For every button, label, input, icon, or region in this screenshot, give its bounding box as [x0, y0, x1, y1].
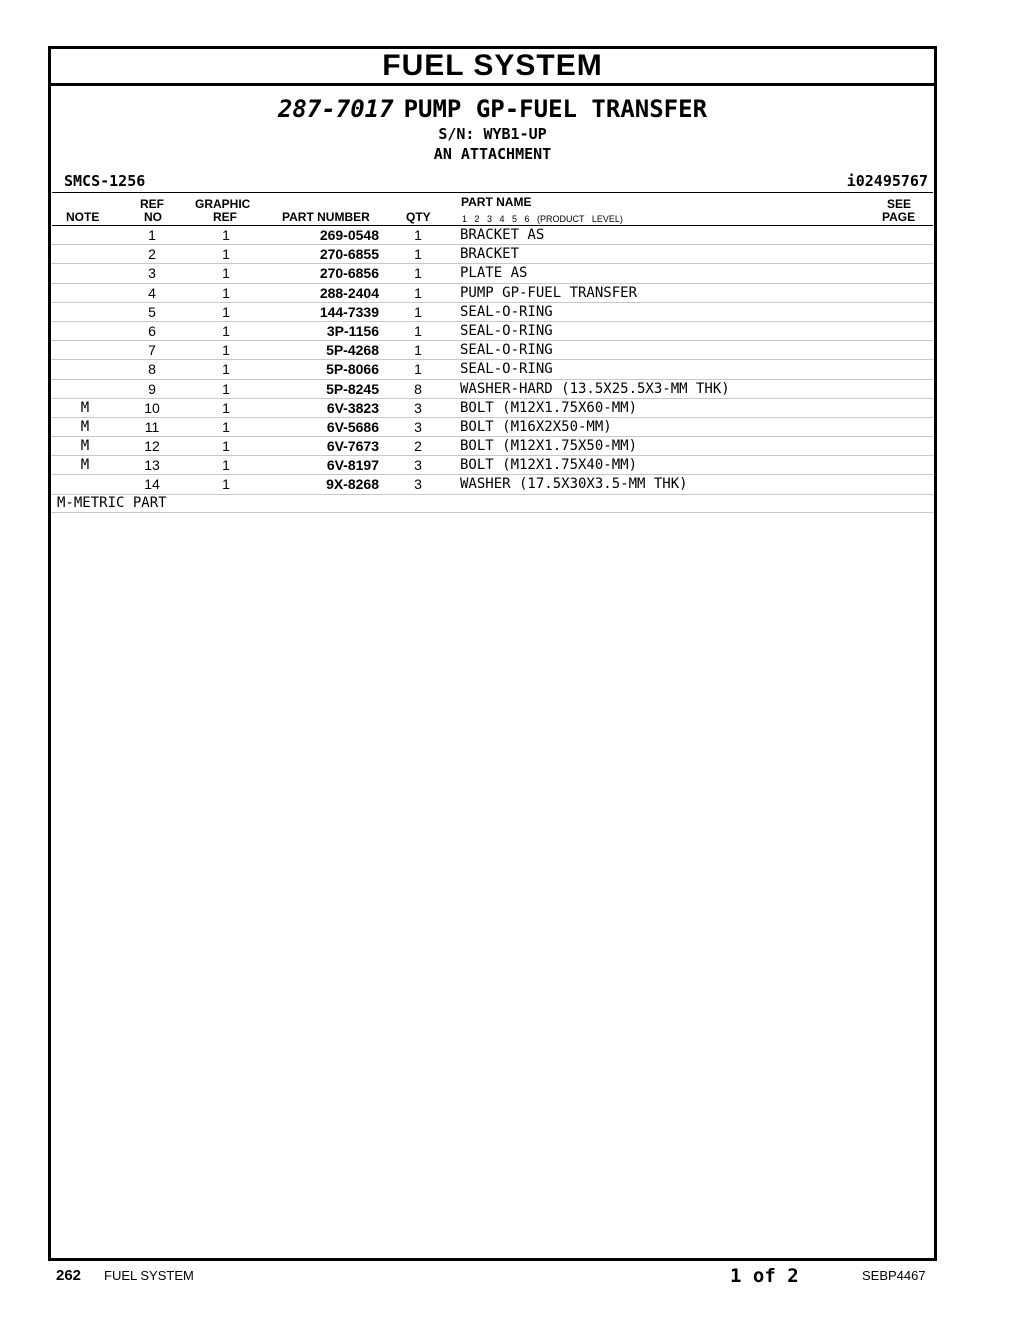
row-part-number: 270-6855 [319, 246, 379, 263]
row-part-name: BOLT (M12X1.75X60-MM) [460, 399, 638, 416]
header-ref-top: REF [140, 197, 164, 211]
parts-table-body [51, 226, 934, 495]
row-qty: 1 [414, 227, 422, 243]
row-graphic-ref: 1 [222, 246, 230, 263]
header-graphic-bottom: REF [213, 210, 237, 224]
header-see-bottom: PAGE [882, 210, 916, 224]
footer-page-number: 262 [56, 1267, 82, 1284]
row-note: M [80, 418, 90, 435]
row-part-name: PLATE AS [460, 265, 528, 282]
row-part-name: SEAL-O-RING [460, 342, 553, 359]
footer-section: FUEL SYSTEM [104, 1268, 194, 1283]
row-ref-number: 2 [148, 246, 156, 263]
table-row [51, 341, 934, 360]
table-header [52, 192, 933, 226]
row-ref-number: 9 [148, 380, 156, 397]
row-part-number: 144-7339 [319, 303, 379, 320]
row-ref-number: 11 [144, 418, 160, 435]
info-id: i02495767 [846, 172, 928, 190]
row-part-number: 6V-8197 [326, 457, 379, 474]
row-note: M [80, 438, 90, 455]
row-graphic-ref: 1 [222, 399, 230, 416]
row-graphic-ref: 1 [222, 284, 230, 301]
row-part-number: 6V-7673 [326, 438, 379, 455]
row-qty: 2 [414, 438, 422, 455]
row-qty: 3 [414, 399, 422, 416]
row-note: M [80, 399, 90, 416]
table-row [51, 437, 934, 456]
page-footer [0, 1264, 1020, 1288]
header-see-top: SEE [887, 197, 912, 211]
row-ref-number: 4 [148, 284, 156, 301]
group-name: PUMP GP-FUEL TRANSFER [403, 95, 708, 123]
table-row [51, 380, 934, 399]
table-row [51, 360, 934, 379]
row-part-number: 9X-8268 [326, 476, 379, 493]
table-row [51, 245, 934, 264]
row-graphic-ref: 1 [222, 265, 230, 282]
row-part-number: 3P-1156 [326, 322, 379, 339]
row-ref-number: 10 [144, 399, 160, 416]
row-qty: 3 [414, 418, 422, 435]
row-note: M [80, 457, 90, 474]
table-row [51, 226, 934, 245]
row-qty: 8 [414, 380, 422, 397]
header-graphic-top: GRAPHIC [195, 197, 251, 211]
row-ref-number: 3 [148, 265, 156, 282]
row-part-number: 5P-4268 [326, 342, 379, 359]
header-ref-bottom: NO [144, 210, 162, 224]
row-graphic-ref: 1 [222, 476, 230, 493]
row-part-name: BOLT (M16X2X50-MM) [460, 418, 612, 435]
row-graphic-ref: 1 [222, 227, 230, 243]
row-part-name: WASHER (17.5X30X3.5-MM THK) [460, 476, 688, 493]
footer-page-of: 1 of 2 [730, 1265, 799, 1287]
reference-line [51, 170, 934, 192]
row-graphic-ref: 1 [222, 322, 230, 339]
header-part-number: PART NUMBER [282, 210, 370, 224]
row-part-number: 5P-8245 [326, 380, 379, 397]
row-qty: 1 [414, 322, 422, 339]
row-ref-number: 1 [148, 227, 156, 243]
table-row [51, 284, 934, 303]
row-part-name: BOLT (M12X1.75X50-MM) [460, 438, 638, 455]
row-ref-number: 14 [144, 476, 160, 493]
row-qty: 1 [414, 303, 422, 320]
row-part-name: WASHER-HARD (13.5X25.5X3-MM THK) [460, 380, 730, 397]
row-part-name: BRACKET AS [460, 227, 545, 243]
row-graphic-ref: 1 [222, 342, 230, 359]
row-qty: 3 [414, 476, 422, 493]
row-qty: 1 [414, 342, 422, 359]
row-ref-number: 12 [144, 438, 160, 455]
page-title: FUEL SYSTEM [51, 49, 934, 86]
page-frame [48, 46, 937, 1261]
header-qty: QTY [406, 210, 431, 224]
table-row [51, 399, 934, 418]
row-ref-number: 5 [148, 303, 156, 320]
row-graphic-ref: 1 [222, 438, 230, 455]
group-number: 287-7017 [277, 95, 394, 123]
group-heading [51, 94, 934, 164]
row-graphic-ref: 1 [222, 457, 230, 474]
row-part-name: PUMP GP-FUEL TRANSFER [460, 284, 638, 301]
table-row [51, 418, 934, 437]
row-part-name: SEAL-O-RING [460, 361, 553, 378]
header-part-name: PART NAME [461, 195, 532, 209]
attachment-label: AN ATTACHMENT [433, 145, 552, 163]
row-ref-number: 6 [148, 322, 156, 339]
footer-doc-id: SEBP4467 [862, 1268, 926, 1283]
table-row [51, 475, 934, 494]
table-row [51, 264, 934, 283]
header-note: NOTE [66, 210, 100, 224]
serial-number: S/N: WYB1-UP [438, 125, 547, 143]
row-part-name: BRACKET [460, 246, 520, 263]
row-graphic-ref: 1 [222, 380, 230, 397]
row-ref-number: 13 [144, 457, 160, 474]
row-part-name: SEAL-O-RING [460, 322, 553, 339]
table-row [51, 303, 934, 322]
table-row [51, 322, 934, 341]
row-graphic-ref: 1 [222, 303, 230, 320]
smcs-code: SMCS-1256 [64, 172, 146, 190]
row-part-number: 288-2404 [319, 284, 379, 301]
table-row [51, 456, 934, 475]
row-ref-number: 7 [148, 342, 156, 359]
row-part-number: 6V-3823 [326, 399, 379, 416]
row-ref-number: 8 [148, 361, 156, 378]
header-product-level: 1 2 3 4 5 6 (PRODUCT LEVEL) [462, 214, 623, 224]
row-part-number: 270-6856 [319, 265, 379, 282]
row-part-number: 5P-8066 [326, 361, 379, 378]
row-graphic-ref: 1 [222, 418, 230, 435]
row-qty: 1 [414, 265, 422, 282]
row-part-number: 269-0548 [319, 227, 379, 243]
row-part-name: SEAL-O-RING [460, 303, 553, 320]
row-qty: 1 [414, 246, 422, 263]
row-qty: 1 [414, 361, 422, 378]
row-graphic-ref: 1 [222, 361, 230, 378]
row-part-name: BOLT (M12X1.75X40-MM) [460, 457, 638, 474]
metric-footnote: M-METRIC PART [51, 495, 934, 513]
row-qty: 3 [414, 457, 422, 474]
row-qty: 1 [414, 284, 422, 301]
row-part-number: 6V-5686 [326, 418, 379, 435]
